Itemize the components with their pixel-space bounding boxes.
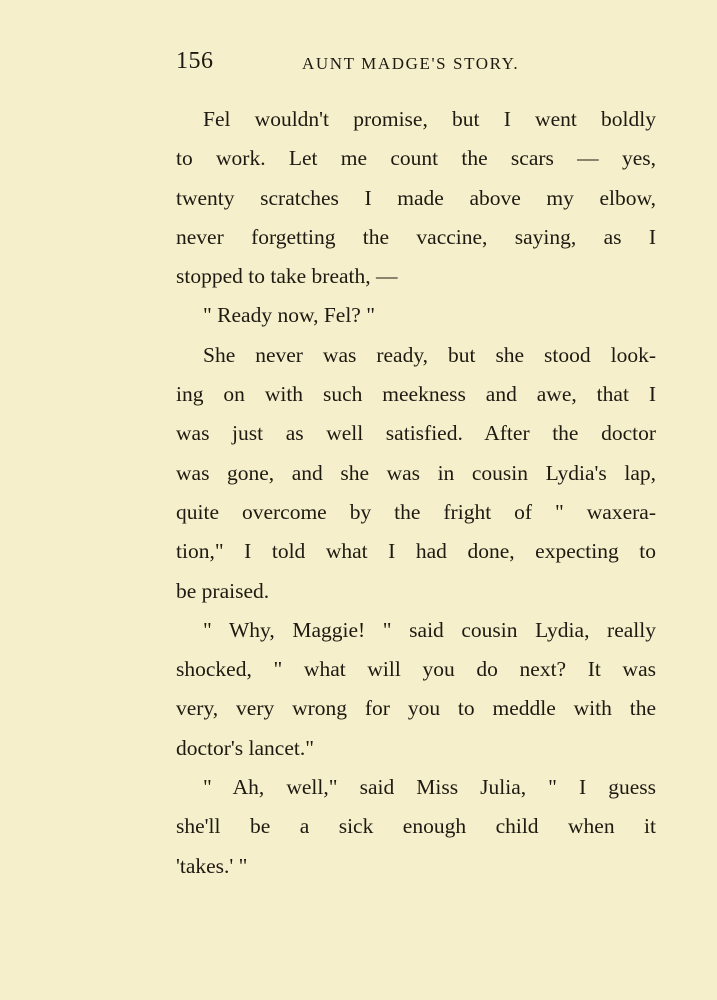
text-line: to work. Let me count the scars — yes, [176, 146, 656, 171]
text-line: twenty scratches I made above my elbow, [176, 185, 656, 210]
text-line: ing on with such meekness and awe, that I [176, 382, 656, 407]
text-line: " Ah, well," said Miss Julia, " I guess [203, 775, 656, 800]
text-line: she'll be a sick enough child when it [176, 814, 656, 839]
text-line: very, very wrong for you to meddle with the [176, 696, 656, 721]
page-number: 156 [176, 48, 214, 74]
text-line: tion," I told what I had done, expecting to [176, 539, 656, 564]
text-line: " Why, Maggie! " said cousin Lydia, really [203, 617, 656, 642]
text-line: doctor's lancet." [176, 735, 315, 760]
text-line: quite overcome by the fright of " waxera- [176, 499, 656, 524]
body-text [176, 100, 656, 886]
text-line: " Ready now, Fel? " [203, 303, 375, 328]
text-line: She never was ready, but she stood look- [203, 342, 656, 367]
running-title: AUNT MADGE'S STORY. [302, 54, 520, 73]
text-line: be praised. [176, 578, 270, 603]
text-line: was just as well satisfied. After the doctor [176, 421, 656, 446]
text-line: never forgetting the vaccine, saying, as I [176, 224, 656, 249]
text-line: Fel wouldn't promise, but I went boldly [203, 107, 656, 131]
text-line: shocked, " what will you do next? It was [176, 657, 656, 682]
text-line: was gone, and she was in cousin Lydia's lap, [176, 460, 656, 485]
running-head [176, 44, 666, 80]
text-line: 'takes.' " [176, 853, 248, 878]
text-line: stopped to take breath, — [176, 264, 398, 289]
